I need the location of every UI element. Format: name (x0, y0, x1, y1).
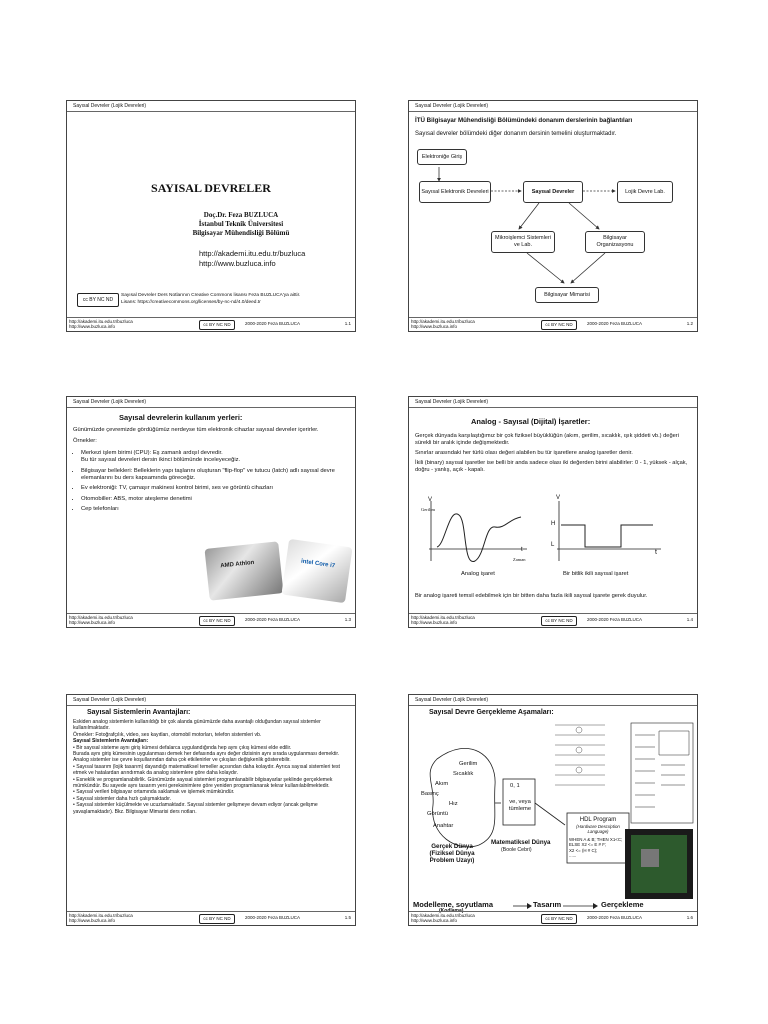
slide-title: SAYISAL DEVRELER (151, 181, 271, 195)
paragraph: Burada aynı giriş kümesinin uygulanması demek her defasında aynı değer dizisinin aynı sırada uygulanması demektir. Analog sistemler ise çevre koşullarından daha çok etkilenirler ve çıkışları değişkenlik gösterebilir. (73, 751, 340, 764)
footer-url1: http://akademi.itu.edu.tr/buzluca (69, 615, 133, 620)
cc-badge-icon: cc BY NC ND (77, 293, 119, 307)
paragraph: Bir analog işareti temsil edebilmek için bir bitten daha fazla ikili sayısal işarete gerek duyulur. (415, 593, 648, 599)
list-item: • Bilgisayar bellekleri: Belleklerin yapı taşlarını oluşturan "flip-flop" ve tutucu (latch) adlı sayısal devre elemanlarını bu ders kapsamında göreceğiz. (81, 468, 349, 483)
paragraph: • Sayısal sistemler daha hızlı çalışmaktadır. (73, 795, 172, 802)
cc-icon: cc BY NC ND (541, 616, 577, 626)
node-lojik-lab: Lojik Devre Lab. (617, 181, 673, 203)
slide-title: Analog - Sayısal (Dijital) İşaretler: (471, 417, 591, 426)
physical-word: Basınç (421, 791, 439, 797)
list-item: • Otomobiller: ABS, motor ateşleme denetimi (81, 496, 349, 503)
slide-4 (408, 396, 698, 628)
footer-url2: http://www.buzluca.info (69, 620, 116, 625)
node-elektronige-giris: Elektroniğe Giriş (417, 149, 467, 165)
t-axis-label-2: t (655, 549, 657, 556)
cc-icon: cc BY NC ND (541, 320, 577, 330)
code-line: WHEN A & B; THEN X1<C; (569, 836, 623, 842)
page-number: 1.1 (344, 321, 351, 326)
v-axis-label: V (428, 497, 433, 503)
list-item: • Merkezi işlem birimi (CPU): Eş zamanlı ardışıl devredir. Bu tür sayısal devreleri dersin ikinci bölümünde inceleyeceğiz. (81, 450, 349, 465)
code-line: ...... (569, 853, 577, 859)
slide-footer (67, 613, 355, 627)
ops-label: ve, veya tümleme (508, 799, 532, 812)
flow-step-modelleme: Modelleme, soyutlama (413, 900, 494, 909)
physical-word: Sıcaklık (453, 771, 474, 777)
paragraph: • Bir sayısal sisteme aynı giriş kümesi defalarca uygulandığında hep aynı çıkış kümesi elde edilir. (73, 744, 292, 751)
page-number: 1.6 (686, 915, 693, 920)
paragraph: Örnekler: Fotoğrafçılık, video, ses kayıtları, otomobil motorları, telefon sistemleri vb. (73, 731, 262, 738)
slide-5 (66, 694, 356, 926)
author: Doç.Dr. Feza BUZLUCA (203, 211, 279, 219)
cc-icon: cc BY NC ND (199, 616, 235, 626)
slide-2 (408, 100, 698, 332)
slide-footer (409, 317, 697, 331)
department: Bilgisayar Mühendisliği Bölümü (192, 229, 290, 237)
code-line: X2 <= (H # C); (569, 847, 598, 853)
footer-year: 2000-2020 Feza BUZLUCA (587, 617, 643, 622)
math-world-label: Matematiksel Dünya (491, 839, 551, 846)
slide-footer (67, 317, 355, 331)
footer-url1: http://akademi.itu.edu.tr/buzluca (411, 913, 475, 918)
paragraph: Sınırlar arasındaki her türlü olası değeri alabilen bu tür işaretlere analog işaretler denir. (415, 450, 633, 456)
slide-3 (66, 396, 356, 628)
realization-diagram (409, 695, 698, 926)
slide-1 (66, 100, 356, 332)
footer-url2: http://www.buzluca.info (69, 324, 116, 329)
link-academic[interactable]: http://akademi.itu.edu.tr/buzluca (199, 249, 306, 258)
hdl-title: HDL Program (579, 817, 617, 823)
list-item: • Cep telefonları (81, 506, 349, 513)
paragraph: Gerçek dünyada karşılaştığımız bir çok fiziksel büyüklüğün (akım, gerilim, sıcaklık, ışık şiddeti vb.) değeri sürekli bir aralık içinde değişmektedir. (415, 433, 679, 446)
slide-header: Sayısal Devreler (Lojik Devreleri) (409, 101, 697, 112)
real-world-label: Gerçek Dünya (Fiziksel Dünya Problem Uzayı) (429, 843, 475, 864)
footer-url1: http://akademi.itu.edu.tr/buzluca (69, 319, 133, 324)
physical-word: Gerilim (459, 761, 478, 767)
paragraph: • Sayısal verileri bilgisayar ortamında saklamak ve işlemek mümkündür. (73, 789, 235, 796)
cc-icon: cc BY NC ND (199, 914, 235, 924)
slide-6 (408, 694, 698, 926)
digital-caption: Bir bitlik ikili sayısal işaret (563, 571, 629, 577)
page-number: 1.3 (344, 617, 351, 622)
university: İstanbul Teknik Üniversitesi (198, 220, 284, 228)
paragraph: • Sayısal tasarım (lojik tasarım) dayandığı matematiksel temeller açısından daha kolaydır. Ayrıca sayısal sistemleri test etmek ve hatalardan arındırmak da analog sistemlere göre daha kolaydır. (73, 763, 340, 777)
footer-year: 2000-2020 Feza BUZLUCA (245, 915, 301, 920)
slide-title: Sayısal devrelerin kullanım yerleri: (119, 413, 243, 422)
paragraph: • Sayısal sistemler küçülmekte ve ucuzlamaktadır. Sayısal sistemler gelişmeye devam ediyor (ancak gelişme yavaşlamaktadır). Bkz. Bilgisayar Mimarisi ders notları. (73, 802, 318, 815)
license-url[interactable]: Lisans: https://creativecommons.org/licenses/by-nc-nd/4.0/deed.tr (121, 299, 261, 305)
hdl-subtitle: (Hardware Description Language) (576, 824, 620, 835)
physical-word: Görüntü (427, 811, 448, 817)
intro-text: Günümüzde çevremizde gördüğümüz nerdeyse tüm elektronik cihazlar sayısal devreler içerirler. (73, 427, 319, 433)
zaman-label: Zaman (513, 557, 526, 562)
intro-text: Sayısal devreler bölümdeki diğer donanım dersinin temelini oluşturmaktadır. (415, 131, 617, 137)
footer-url2: http://www.buzluca.info (69, 918, 116, 923)
l-label: L (551, 542, 555, 548)
slide-header: Sayısal Devreler (Lojik Devreleri) (409, 397, 697, 408)
code-line: ELSE X2 <= E # F; (569, 842, 607, 848)
slide-header: Sayısal Devreler (Lojik Devreleri) (67, 101, 355, 112)
node-sayisal-elektronik: Sayısal Elektronik Devreleri (419, 181, 491, 203)
slide-title: Sayısal Sistemlerin Avantajları: (87, 709, 191, 716)
slide-header: Sayısal Devreler (Lojik Devreleri) (67, 695, 355, 706)
cc-icon: cc BY NC ND (541, 914, 577, 924)
footer-url2: http://www.buzluca.info (411, 620, 458, 625)
flow-step-gerceklem: Gerçekleme (601, 900, 644, 909)
paragraph: İkili (binary) sayısal işaretler ise belli bir anda sadece olası iki değerden birini alabilirler: 0 - 1, yüksek - alçak, doğru - yanlış, açık - kapalı. (415, 460, 688, 473)
physical-word: Anahtar (433, 823, 454, 829)
bits-label: 0, 1 (510, 783, 520, 789)
kodlama-label: (Kodlama) (439, 908, 464, 914)
link-website[interactable]: http://www.buzluca.info (199, 259, 276, 268)
cc-icon: cc BY NC ND (199, 320, 235, 330)
footer-year: 2000-2020 Feza BUZLUCA (245, 617, 301, 622)
footer-url2: http://www.buzluca.info (411, 918, 458, 923)
footer-year: 2000-2020 Feza BUZLUCA (245, 321, 301, 326)
footer-year: 2000-2020 Feza BUZLUCA (587, 321, 643, 326)
slide-footer (409, 911, 697, 925)
examples-label: Örnekler: (73, 438, 97, 445)
h-label: H (551, 521, 556, 527)
footer-url1: http://akademi.itu.edu.tr/buzluca (69, 913, 133, 918)
page-number: 1.2 (686, 321, 693, 326)
analog-caption: Analog işaret (461, 571, 495, 577)
node-mikroislemci: Mikroişlemci Sistemleri ve Lab. (491, 231, 555, 253)
slide-title: Sayısal Devre Gerçekleme Aşamaları: (429, 709, 554, 716)
node-bilgisayar-mimarisi: Bilgisayar Mimarisi (535, 287, 599, 303)
footer-url1: http://akademi.itu.edu.tr/buzluca (411, 615, 475, 620)
physical-word: Hız (449, 801, 458, 807)
slide-footer (67, 911, 355, 925)
footer-url1: http://akademi.itu.edu.tr/buzluca (411, 319, 475, 324)
paragraph: Eskiden analog sistemlerin kullanıldığı bir çok alanda günümüzde daha avantajlı olduğundan sayısal sistemler kullanılmaktadır. (73, 719, 321, 732)
page-number: 1.4 (686, 617, 693, 622)
node-bilgisayar-org: Bilgisayar Organizasyonu (585, 231, 645, 253)
t-axis-label: t (521, 547, 523, 553)
intel-processor-image: intel Core i7 (281, 539, 352, 603)
gerilim-label: Gerilim (421, 507, 435, 512)
slide-header: Sayısal Devreler (Lojik Devreleri) (409, 695, 697, 706)
v-axis-label-2: V (556, 495, 561, 501)
list-item: • Ev elektroniği: TV, çamaşır makinesi kontrol birimi, ses ve görüntü cihazları (81, 485, 349, 492)
node-sayisal-devreler: Sayısal Devreler (523, 181, 583, 203)
footer-year: 2000-2020 Feza BUZLUCA (587, 915, 643, 920)
license-text: Sayısal Devreler Ders Notlarının Creative Commons lisansı Feza BUZLUCA'ya aittir. (121, 293, 301, 298)
page-number: 1.5 (344, 915, 351, 920)
physical-word: Akım (435, 781, 449, 787)
paragraph: Sayısal Sistemlerin Avantajları: (73, 738, 149, 745)
amd-processor-image: AMD Athlon (204, 541, 283, 600)
slide-header: Sayısal Devreler (Lojik Devreleri) (67, 397, 355, 408)
flow-step-tasarim: Tasarım (533, 900, 562, 909)
paragraph: • Esneklik ve programlanabilirlik. Günümüzde sayısal sistemleri programlanabilir bilgisayarlar şeklinde gerçeklemek mümkündür. Bu sayede aynı tasarım yeni gereksinimlere göre yeniden programlanarak tekrar kullanılabilmektedir. (73, 776, 333, 790)
footer-url2: http://www.buzluca.info (411, 324, 458, 329)
slide-title: İTÜ Bilgisayar Mühendisliği Bölümündeki donanım derslerinin bağlantıları (415, 117, 633, 124)
slide-footer (409, 613, 697, 627)
boole-label: (Boole Cebri) (501, 847, 532, 853)
